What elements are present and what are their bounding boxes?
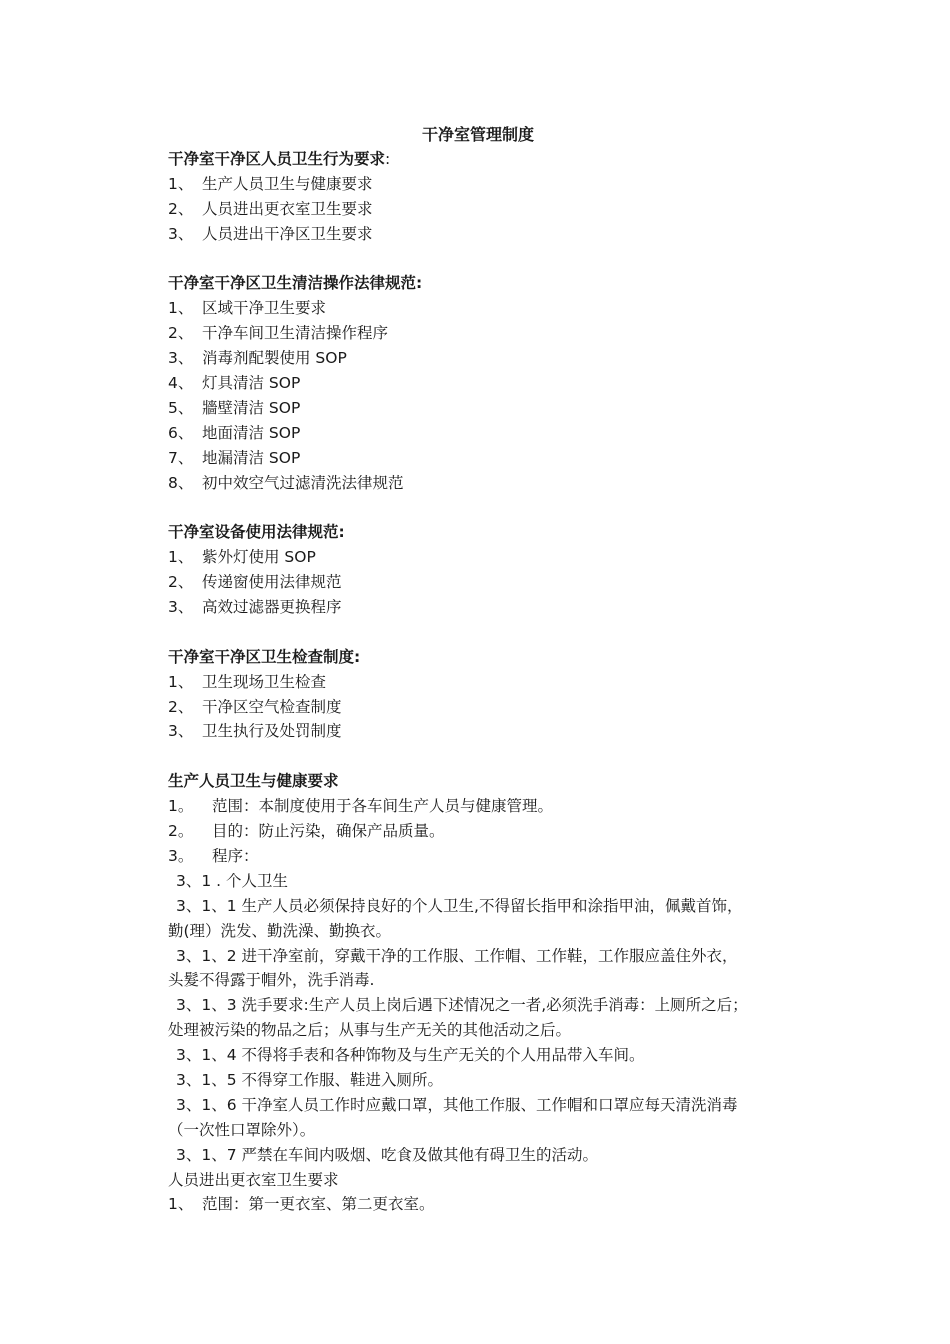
item-number: 3、 — [168, 598, 194, 617]
sub-clause: 3、1、4 不得将手表和各种饰物及与生产无关的个人用品带入车间。 — [176, 1046, 645, 1065]
item-number: 2、 — [168, 199, 194, 218]
sub-clause-continued: （一次性口罩除外）。 — [168, 1120, 316, 1139]
item-number: 1、 — [168, 548, 194, 567]
item-text: 目的：防止污染，确保产品质量。 — [212, 822, 445, 841]
sub-clause: 3、1、7 严禁在车间内吸烟、吃食及做其他有碍卫生的活动。 — [176, 1145, 599, 1164]
page-title: 干净室管理制度 — [421, 125, 534, 144]
list-item — [168, 172, 788, 197]
item-text: 灯具清洁 SOP — [202, 374, 301, 393]
item-text: 卫生现场卫生检查 — [202, 672, 327, 691]
item-text: 卫生执行及处罚制度 — [202, 722, 342, 741]
section-heading — [168, 147, 788, 172]
list-item — [168, 346, 788, 371]
item-text: 高效过滤器更换程序 — [202, 598, 342, 617]
item-number: 5、 — [168, 398, 194, 417]
list-item — [168, 545, 788, 570]
item-text: 生产人员卫生与健康要求 — [202, 174, 373, 193]
list-item — [168, 396, 788, 421]
item-number: 1、 — [168, 299, 194, 318]
list-item — [168, 670, 788, 695]
sub-clause: 3、1 . 个人卫生 — [176, 871, 289, 890]
item-number: 7、 — [168, 448, 194, 467]
spacer — [168, 247, 788, 272]
list-item — [168, 1192, 788, 1217]
heading-text: 干净室干净区人员卫生行为要求 — [168, 150, 386, 168]
item-number: 1、 — [168, 672, 194, 691]
heading-colon: : — [385, 150, 391, 168]
item-text: 干净区空气检查制度 — [202, 697, 342, 716]
item-number: 8、 — [168, 473, 194, 492]
item-number: 1、 — [168, 1195, 194, 1214]
list-item — [168, 222, 788, 247]
section-heading: 生产人员卫生与健康要求 — [168, 772, 339, 791]
list-item — [168, 794, 788, 819]
list-item — [168, 595, 788, 620]
item-number: 2、 — [168, 697, 194, 716]
item-number: 1。 — [168, 797, 194, 816]
section-heading: 人员进出更衣室卫生要求 — [168, 1170, 339, 1189]
item-text: 地漏清洁 SOP — [202, 448, 301, 467]
list-item — [168, 695, 788, 720]
list-item — [168, 421, 788, 446]
item-text: 人员进出更衣室卫生要求 — [202, 199, 373, 218]
item-text: 初中效空气过滤清洗法律规范 — [202, 473, 404, 492]
item-text: 范围：第一更衣室、第二更衣室。 — [202, 1195, 435, 1214]
sub-clause: 3、1、1 生产人员必须保持良好的个人卫生,不得留长指甲和涂指甲油，佩戴首饰， — [176, 896, 743, 915]
sub-clause: 3、1、6 干净室人员工作时应戴口罩，其他工作服、工作帽和口罩应每天清洗消毒 — [176, 1095, 738, 1114]
list-item — [168, 321, 788, 346]
item-text: 传递窗使用法律规范 — [202, 573, 342, 592]
list-item — [168, 197, 788, 222]
item-number: 2、 — [168, 573, 194, 592]
list-item — [168, 371, 788, 396]
item-number: 2、 — [168, 324, 194, 343]
list-item — [168, 719, 788, 744]
item-text: 紫外灯使用 SOP — [202, 548, 316, 567]
sub-clause-continued: 处理被污染的物品之后；从事与生产无关的其他活动之后。 — [168, 1021, 572, 1040]
list-item — [168, 471, 788, 496]
item-text: 程序： — [212, 846, 259, 865]
item-number: 6、 — [168, 423, 194, 442]
item-text: 范围：本制度使用于各车间生产人员与健康管理。 — [212, 797, 554, 816]
item-number: 3、 — [168, 349, 194, 368]
list-item — [168, 446, 788, 471]
item-text: 区域干净卫生要求 — [202, 299, 327, 318]
section-heading: 干净室设备使用法律规范: — [168, 523, 345, 542]
item-number: 3、 — [168, 224, 194, 243]
spacer — [168, 495, 788, 520]
list-item — [168, 819, 788, 844]
sub-clause: 3、1、2 进干净室前，穿戴干净的工作服、工作帽、工作鞋，工作服应盖住外衣， — [176, 946, 738, 965]
list-item — [168, 296, 788, 321]
sub-clause: 3、1、5 不得穿工作服、鞋进入厕所。 — [176, 1070, 444, 1089]
item-text: 人员进出干净区卫生要求 — [202, 224, 373, 243]
list-item — [168, 844, 788, 869]
item-number: 3、 — [168, 722, 194, 741]
item-text: 牆壁清洁 SOP — [202, 398, 301, 417]
spacer — [168, 620, 788, 645]
item-number: 4、 — [168, 374, 194, 393]
item-number: 1、 — [168, 174, 194, 193]
sub-clause: 3、1、3 洗手要求:生产人员上岗后遇下述情况之一者,必须洗手消毒：上厕所之后； — [176, 996, 748, 1015]
section-heading: 干净室干净区卫生检查制度: — [168, 647, 361, 666]
sub-clause-continued: 勤(理）洗发、勤洗澡、勤换衣。 — [168, 921, 392, 940]
item-text: 消毒剂配製使用 SOP — [202, 349, 347, 368]
list-item — [168, 570, 788, 595]
document-page — [168, 122, 788, 1217]
item-number: 3。 — [168, 846, 194, 865]
section-heading: 干净室干净区卫生清洁操作法律规范: — [168, 274, 423, 293]
item-number: 2。 — [168, 822, 194, 841]
item-text: 干净车间卫生清洁操作程序 — [202, 324, 389, 343]
item-text: 地面清洁 SOP — [202, 423, 301, 442]
spacer — [168, 744, 788, 769]
sub-clause-continued: 头髮不得露于帽外，洗手消毒. — [168, 971, 375, 990]
